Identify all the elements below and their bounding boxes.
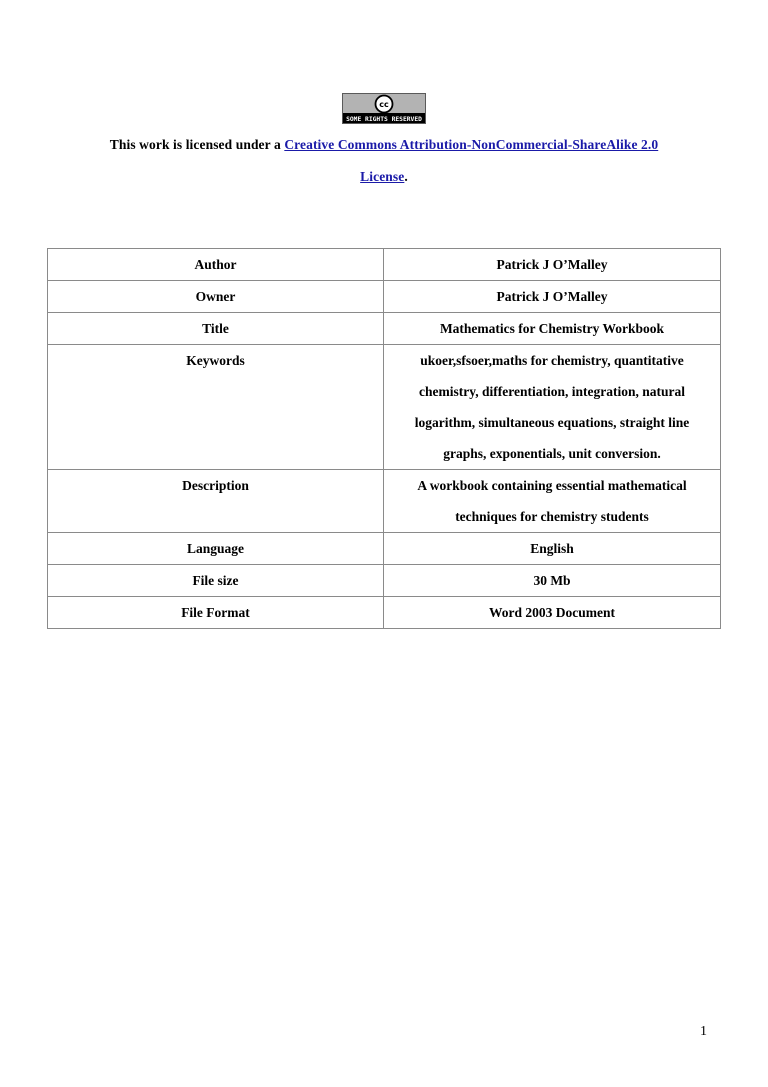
metadata-key: Keywords xyxy=(48,345,384,470)
metadata-value: ukoer,sfsoer,maths for chemistry, quantitative chemistry, differentiation, integration, natural logarithm, simultaneous equations, straight line graphs, exponentials, unit conversion. xyxy=(384,345,721,470)
table-row xyxy=(48,470,721,533)
metadata-value: Mathematics for Chemistry Workbook xyxy=(384,313,721,345)
badge-text: SOME RIGHTS RESERVED xyxy=(346,116,422,123)
metadata-key: Owner xyxy=(48,281,384,313)
metadata-value: 30 Mb xyxy=(384,565,721,597)
table-row xyxy=(48,533,721,565)
table-row xyxy=(48,597,721,629)
license-link-text-continued[interactable]: License xyxy=(360,169,405,184)
metadata-value: A workbook containing essential mathematical techniques for chemistry students xyxy=(384,470,721,533)
table-row xyxy=(48,281,721,313)
metadata-value: Word 2003 Document xyxy=(384,597,721,629)
table-row xyxy=(48,565,721,597)
metadata-key: Author xyxy=(48,249,384,281)
metadata-key: File size xyxy=(48,565,384,597)
metadata-value: English xyxy=(384,533,721,565)
metadata-table xyxy=(47,248,721,629)
license-link-text[interactable]: Creative Commons Attribution-NonCommercial-ShareAlike 2.0 xyxy=(284,137,659,152)
page-number: 1 xyxy=(700,1024,707,1039)
license-suffix: . xyxy=(404,169,408,184)
table-row xyxy=(48,345,721,470)
table-row xyxy=(48,249,721,281)
metadata-key: Language xyxy=(48,533,384,565)
license-statement-line2 xyxy=(0,169,768,185)
table-row xyxy=(48,313,721,345)
metadata-value: Patrick J O’Malley xyxy=(384,249,721,281)
badge-symbol: cc xyxy=(379,100,389,109)
license-prefix: This work is licensed under a xyxy=(109,137,285,152)
license-statement-line1 xyxy=(0,137,768,153)
metadata-key: Description xyxy=(48,470,384,533)
metadata-key: Title xyxy=(48,313,384,345)
metadata-key: File Format xyxy=(48,597,384,629)
metadata-value: Patrick J O’Malley xyxy=(384,281,721,313)
creative-commons-badge-icon[interactable] xyxy=(342,93,426,124)
